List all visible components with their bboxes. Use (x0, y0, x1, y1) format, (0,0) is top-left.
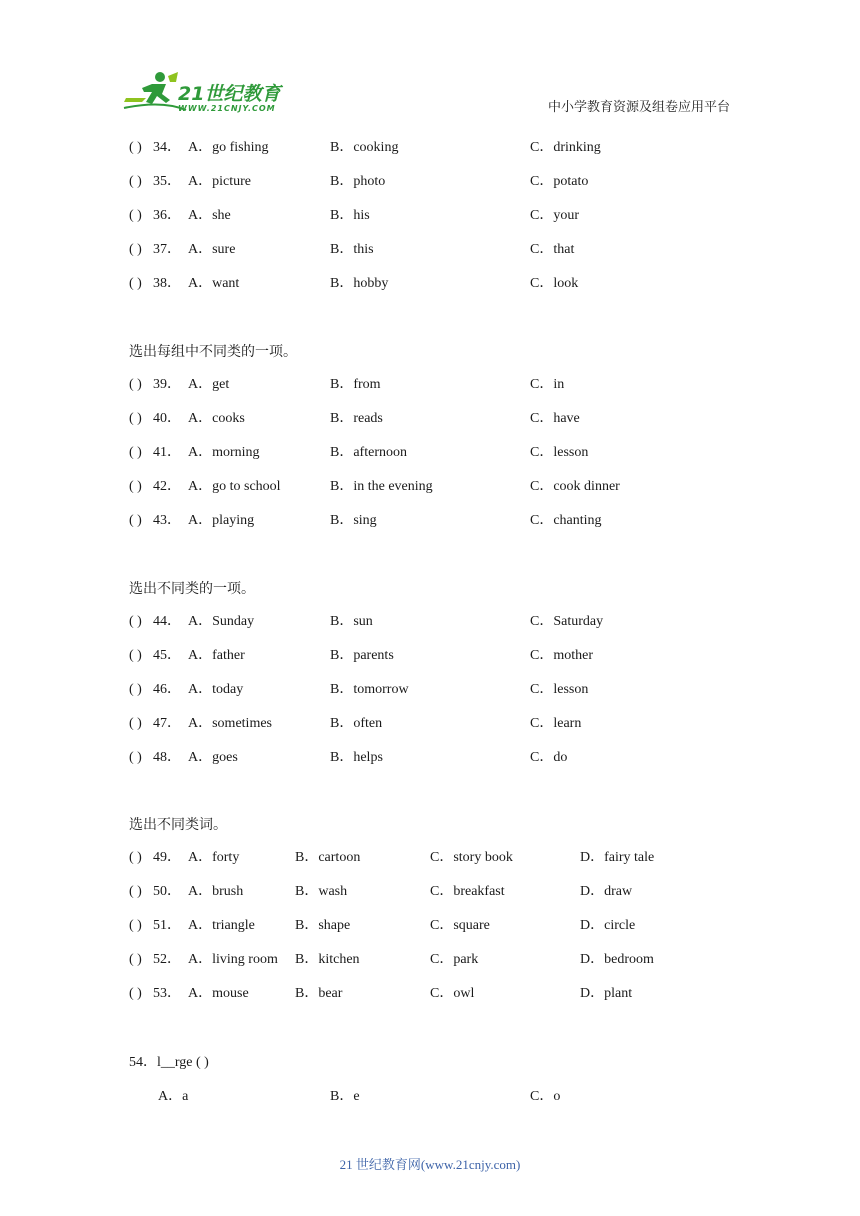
option-b[interactable]: B．this (330, 242, 374, 257)
option-b[interactable]: B．wash (295, 884, 348, 899)
option-c[interactable]: C．in (530, 377, 565, 392)
question-row (129, 680, 729, 700)
question-number: 45． (153, 648, 181, 663)
question-row (129, 646, 729, 666)
option-c[interactable]: C．have (530, 411, 580, 426)
option-c[interactable]: C．chanting (530, 513, 602, 528)
footer-source[interactable]: 21 世纪教育网(www.21cnjy.com) (339, 1157, 521, 1172)
option-a[interactable]: A．cooks (188, 411, 245, 426)
option-a[interactable]: A．picture (188, 174, 251, 189)
option-d[interactable]: D．bedroom (580, 952, 654, 967)
option-b[interactable]: B．often (330, 716, 383, 731)
option-c[interactable]: C．park (430, 952, 479, 967)
question-number: 53． (153, 986, 181, 1001)
question-row (129, 748, 729, 768)
option-a[interactable]: A．go to school (188, 479, 281, 494)
question-row (129, 950, 729, 970)
question-54 (129, 1051, 209, 1071)
option-c[interactable]: C．lesson (530, 445, 589, 460)
question-row (129, 172, 729, 192)
option-a[interactable]: A．father (188, 648, 245, 663)
logo-text: 21世纪教育 (178, 83, 281, 105)
option-c[interactable]: C．do (530, 750, 568, 765)
option-c[interactable]: C．owl (430, 986, 475, 1001)
answer-blank[interactable]: ( ) (129, 479, 142, 494)
question-row (129, 882, 729, 902)
question-number: 41． (153, 445, 181, 460)
question-row (129, 916, 729, 936)
option-b[interactable]: B．tomorrow (330, 682, 409, 697)
option-c[interactable]: C．that (530, 242, 575, 257)
option-c[interactable]: C．look (530, 276, 579, 291)
option-b[interactable]: B．reads (330, 411, 383, 426)
answer-blank[interactable]: ( ) (129, 850, 142, 865)
option-a[interactable]: A．sure (188, 242, 236, 257)
option-b[interactable]: B．sing (330, 513, 377, 528)
question-number: 40． (153, 411, 181, 426)
question-row (129, 206, 729, 226)
answer-blank[interactable]: ( ) (129, 242, 142, 257)
answer-blank[interactable]: ( ) (129, 411, 142, 426)
answer-blank[interactable]: ( ) (129, 445, 142, 460)
option-d[interactable]: D．plant (580, 986, 633, 1001)
option-a[interactable]: A．sometimes (188, 716, 272, 731)
option-a[interactable]: A．triangle (188, 918, 255, 933)
answer-blank[interactable]: ( ) (129, 377, 142, 392)
option-c[interactable]: C．potato (530, 174, 589, 189)
question-row (129, 612, 729, 632)
question-row (129, 848, 729, 868)
section-heading: 选出每组中不同类的一项。 (129, 344, 297, 360)
question-row (129, 138, 729, 158)
question-number: 50． (153, 884, 181, 899)
option-d[interactable]: D．circle (580, 918, 636, 933)
option-c[interactable]: C．drinking (530, 140, 601, 155)
option-a[interactable]: A．playing (188, 513, 255, 528)
option-b[interactable]: B．cooking (330, 140, 399, 155)
question-number: 44． (153, 614, 181, 629)
option-b[interactable]: B．helps (330, 750, 383, 765)
question-row (129, 409, 729, 429)
option-b[interactable]: B．photo (330, 174, 386, 189)
q54-option-c[interactable]: C．o (530, 1089, 561, 1104)
answer-blank[interactable]: ( ) (129, 986, 142, 1001)
section-heading: 选出不同类词。 (129, 817, 227, 833)
question-row (129, 240, 729, 260)
question-row (129, 984, 729, 1004)
option-c[interactable]: C．story book (430, 850, 513, 865)
q54-option-a[interactable]: A．a (158, 1089, 189, 1104)
question-number: 46． (153, 682, 181, 697)
answer-blank[interactable]: ( ) (129, 276, 142, 291)
option-a[interactable]: A．morning (188, 445, 260, 460)
answer-blank[interactable]: ( ) (129, 716, 142, 731)
answer-blank[interactable]: ( ) (129, 918, 142, 933)
answer-blank[interactable]: ( ) (129, 614, 142, 629)
option-a[interactable]: A．brush (188, 884, 244, 899)
option-a[interactable]: A．get (188, 377, 230, 392)
question-number: 51． (153, 918, 181, 933)
option-c[interactable]: C．breakfast (430, 884, 505, 899)
question-number: 52． (153, 952, 181, 967)
option-b[interactable]: B．cartoon (295, 850, 361, 865)
question-row (129, 714, 729, 734)
option-b[interactable]: B．kitchen (295, 952, 360, 967)
option-a[interactable]: A．Sunday (188, 614, 255, 629)
question-row (129, 375, 729, 395)
runner-logo-icon (122, 70, 292, 114)
option-c[interactable]: C．square (430, 918, 490, 933)
option-c[interactable]: C．cook dinner (530, 479, 620, 494)
question-number: 36． (153, 208, 181, 223)
option-a[interactable]: A．she (188, 208, 231, 223)
option-a[interactable]: A．want (188, 276, 240, 291)
question-number: 49． (153, 850, 181, 865)
answer-blank[interactable]: ( ) (129, 208, 142, 223)
option-a[interactable]: A．go fishing (188, 140, 269, 155)
answer-blank[interactable]: ( ) (129, 648, 142, 663)
question-number: 48． (153, 750, 181, 765)
option-b[interactable]: B．parents (330, 648, 394, 663)
site-logo (122, 70, 292, 114)
option-b[interactable]: B．sun (330, 614, 373, 629)
answer-blank[interactable]: ( ) (129, 884, 142, 899)
answer-blank[interactable]: ( ) (129, 140, 142, 155)
option-c[interactable]: C．lesson (530, 682, 589, 697)
option-b[interactable]: B．hobby (330, 276, 389, 291)
answer-blank[interactable]: ( ) (129, 174, 142, 189)
question-row (129, 477, 729, 497)
option-c[interactable]: C．mother (530, 648, 593, 663)
logo-url: WWW.21CNJY.COM (178, 104, 276, 113)
question-row (129, 274, 729, 294)
question-number: 43． (153, 513, 181, 528)
option-a[interactable]: A．goes (188, 750, 238, 765)
option-c[interactable]: C．Saturday (530, 614, 604, 629)
option-a[interactable]: A．living room (188, 952, 278, 967)
question-number: 39． (153, 377, 181, 392)
answer-blank[interactable]: ( ) (129, 513, 142, 528)
question-number: 42． (153, 479, 181, 494)
question-number: 38． (153, 276, 181, 291)
answer-blank[interactable]: ( ) (129, 682, 142, 697)
option-b[interactable]: B．his (330, 208, 370, 223)
option-c[interactable]: C．learn (530, 716, 582, 731)
answer-blank[interactable]: ( ) (129, 952, 142, 967)
option-a[interactable]: A．today (188, 682, 244, 697)
question-row (129, 443, 729, 463)
question-stem: 54．l__rge ( ) (129, 1055, 209, 1070)
option-d[interactable]: D．draw (580, 884, 633, 899)
option-a[interactable]: A．forty (188, 850, 240, 865)
option-b[interactable]: B．afternoon (330, 445, 407, 460)
option-d[interactable]: D．fairy tale (580, 850, 655, 865)
q54-option-b[interactable]: B．e (330, 1089, 360, 1104)
option-b[interactable]: B．from (330, 377, 381, 392)
question-number: 35． (153, 174, 181, 189)
header-platform-text: 中小学教育资源及组卷应用平台 (548, 100, 731, 115)
question-number: 34． (153, 140, 181, 155)
option-a[interactable]: A．mouse (188, 986, 249, 1001)
section-heading: 选出不同类的一项。 (129, 581, 255, 597)
option-b[interactable]: B．shape (295, 918, 351, 933)
question-row (129, 511, 729, 531)
answer-blank[interactable]: ( ) (129, 750, 142, 765)
option-b[interactable]: B．bear (295, 986, 343, 1001)
question-number: 37． (153, 242, 181, 257)
question-number: 47． (153, 716, 181, 731)
option-b[interactable]: B．in the evening (330, 479, 433, 494)
option-c[interactable]: C．your (530, 208, 579, 223)
